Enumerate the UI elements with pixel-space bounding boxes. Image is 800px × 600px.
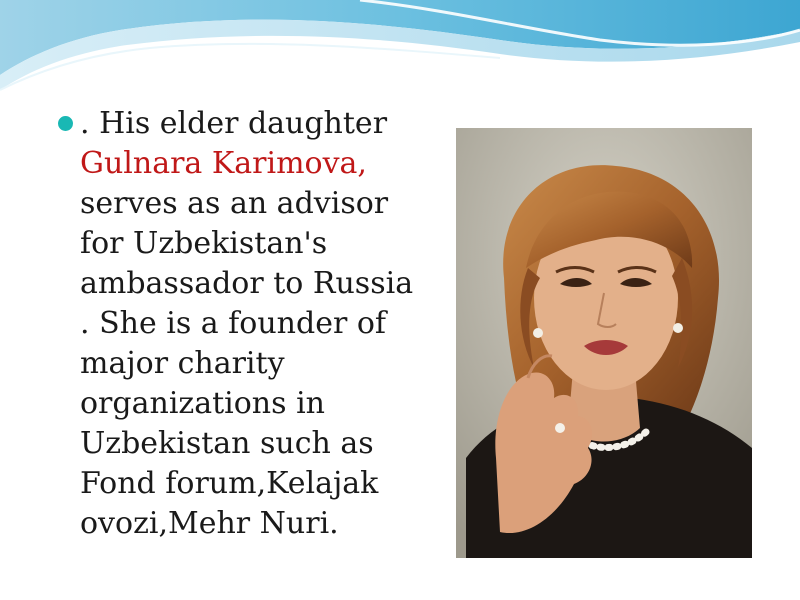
bullet-dot-icon [58,116,73,131]
highlighted-name: Gulnara Karimova, [80,146,367,181]
portrait-photo [456,128,752,558]
portrait-illustration-icon [456,128,752,558]
header-wave-decoration [0,0,800,110]
bullet-rest-text: serves as an advisor for Uzbekistan's ambassador to Russia . She is a founder of major charity organizations in Uzbekistan such as Fond forum,Kelajak ovozi,Mehr Nuri. [80,186,414,541]
bullet-text [80,104,430,544]
bullet-lead-text: . His elder daughter [80,106,388,141]
